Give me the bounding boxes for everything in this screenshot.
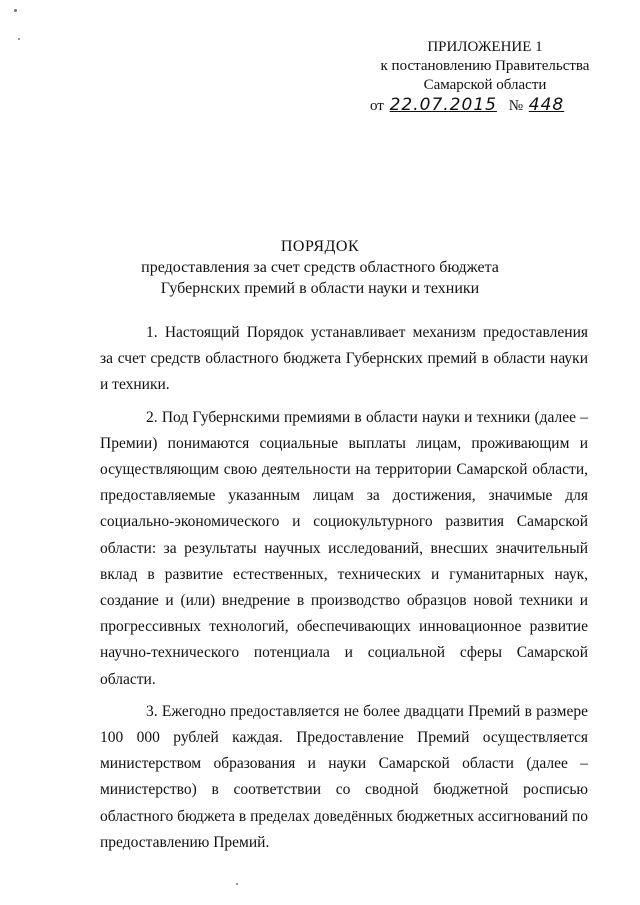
appendix-resolution: к постановлению Правительства — [380, 58, 590, 74]
date-label: от — [370, 98, 384, 114]
handwritten-number: 448 — [528, 95, 565, 115]
scan-speck — [236, 883, 238, 885]
title-heading: ПОРЯДОК — [280, 238, 360, 255]
handwritten-date: 22.07.2015 — [389, 95, 497, 115]
document-title — [0, 236, 640, 299]
appendix-block — [370, 38, 600, 95]
title-line-3: Губернских премий в области науки и техники — [160, 280, 480, 297]
paragraph-3: 3. Ежегодно предоставляется не более двадцати Премий в размере 100 000 рублей каждая. Предоставление Премий осуществляется министерством образования и науки Самарской области (далее – министерство) в соответствии со сводной бюджетной росписью областного бюджета в пределах доведённых бюджетных ассигнований по предоставлению Премий. — [100, 702, 588, 851]
appendix-title: ПРИЛОЖЕНИЕ 1 — [427, 39, 543, 55]
scan-speck — [14, 9, 17, 12]
scan-speck — [18, 38, 20, 40]
date-number-line — [370, 95, 600, 115]
title-line-2: предоставления за счет средств областного бюджета — [141, 259, 499, 276]
document-body — [100, 320, 588, 862]
appendix-region: Самарской области — [423, 77, 547, 93]
number-label: № — [508, 98, 524, 114]
paragraph-1: 1. Настоящий Порядок устанавливает механизм предоставления за счет средств областного бюджета Губернских премий в области науки и техники. — [100, 324, 588, 394]
paragraph-2: 2. Под Губернскими премиями в области науки и техники (далее – Премии) понимаются социальные выплаты лицам, проживающим и осуществляющим свою деятельности на территории Самарской области, предоставляемые указанным лицам за достижения, значимые для социально-экономического и социокультурного развития Самарской области: за результаты научных исследований, внесших значительный вклад в развитие естественных, технических и гуманитарных наук, создание и (или) внедрение в производство образцов новой техники и прогрессивных технологий, обеспечивающих инновационное развитие научно-технического потенциала и социальной сферы Самарской области. — [100, 408, 588, 688]
